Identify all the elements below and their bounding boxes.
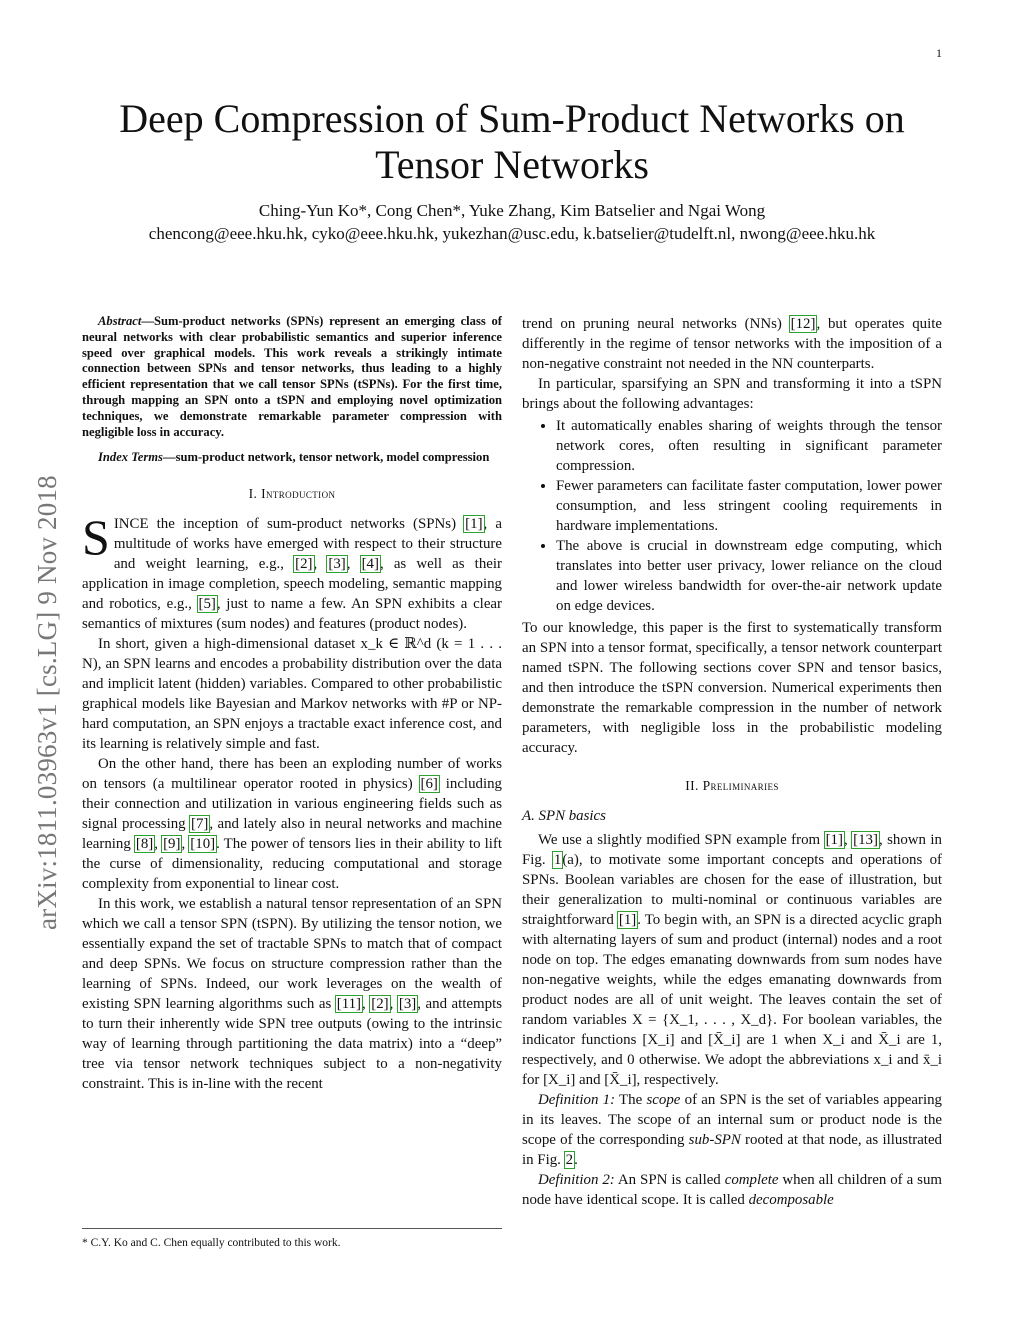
text-run: . [574,1152,578,1168]
text-run: trend on pruning neural networks (NNs) [522,316,790,332]
citation-link[interactable]: [1] [465,516,483,533]
abstract-text: —Sum-product networks (SPNs) represent an emerging class of neural networks with clear probabilistic semantics and superior inference speed over graphical models. This work reveals a strikingly intimate connection between SPNs and tensor networks, thus leading to a highly efficient representation that we call tensor SPNs (tSPNs). For the first time, through mapping an SPN onto a tSPN and employing novel optimization techniques, we demonstrate remarkable parameter compression with negligible loss in accuracy. [82,314,502,439]
figure-link[interactable]: 2 [565,1152,574,1168]
text-run: INCE the inception of sum-product networks (SPNs) [113,516,465,533]
intro-paragraph-1: SINCE the inception of sum-product networks (SPNs) [1], a multitude of works have emerged with respect to their structure and weight learning, e.g., [2], [3], [4], as well as their application in image completion, speech modeling, semantic mapping and robotics, e.g., [5], just to name a few. An SPN exhibits a clear semantics of mixtures (sum nodes) and features (product nodes). [82,509,502,633]
list-item: • It automatically enables sharing of weights through the tensor network cores, often resulting in significant parameter compression. [556,416,942,476]
page-number: 1 [936,46,942,60]
spn-paragraph-1: We use a slightly modified SPN example from [1], [13], shown in Fig. 1(a), to motivate some important concepts and operations of SPNs. Boolean variables are chosen for the ease of illustration, but their generalization to multi-nominal or continuous variables are straightforward [1]. To begin with, an SPN is a directed acyclic graph with alternating layers of sum and product (internal) nodes and a root node on top. The edges emanating downwards from sum nodes have non-negative weights, while the edges emanating downwards from product nodes are all of unit weight. The leaves contain the set of random variables X = {X_1, . . . , X_d}. For boolean variables, the indicator functions [X_i] and [X̄_i] are 1 when X_i and X̄_i are 1, respectively, and 0 otherwise. We adopt the abbreviations x_i and x̄_i for [X_i] and [X̄_i], respectively. [522,832,943,1088]
text-run: . To begin with, an SPN is a directed acyclic graph with alternating layers of sum and product (internal) nodes and a root node on top. The edges emanating downwards from sum nodes have non-negative weights, while the edges emanating downwards from product nodes are all of unit weight. The leaves contain the set of random variables X = {X_1, . . . , X_d}. For boolean variables, the indicator functions [X_i] and [X̄_i] are 1 when X_i and X̄_i are 1, respectively, and 0 otherwise. We adopt the abbreviations x_i and x̄_i for [X_i] and [X̄_i], respectively. [522,912,942,1088]
citation-link[interactable]: [5] [198,596,216,613]
right-paragraph-3: To our knowledge, this paper is the first to systematically transform an SPN into a tensor format, specifically, a tensor network counterpart named tSPN. The following sections cover SPN and tensor basics, and then introduce the tSPN conversion. Numerical experiments then demonstrate the remarkable compression in the number of network parameters, with negligible loss in the probabilistic modeling accuracy. [522,620,942,756]
emphasis: sub-SPN [688,1132,741,1148]
section-heading-preliminaries [522,776,942,796]
right-column [522,314,942,1210]
text-run: including their connection and utilization in various engineering fields such as signal processing [82,776,502,833]
citation-link[interactable]: [6] [420,776,438,793]
citation-link[interactable]: [4] [361,556,379,573]
text-run: On the other hand, there has been an exploding number of works on tensors (a multilinear operator rooted in physics) [82,756,502,793]
index-terms-text: —sum-product network, tensor network, model compression [162,450,490,465]
citation-link[interactable]: [1] [825,832,843,848]
right-paragraph-1 [522,314,942,374]
citation-link[interactable]: [1] [618,912,637,928]
emphasis: scope [646,1092,681,1108]
index-terms [82,450,502,466]
text-run: , as well as their application in image completion, speech modeling, semantic mapping and robotics, e.g., [82,556,502,613]
text-run: when all children of a sum node have identical scope. It is called [522,1172,942,1208]
citation-link[interactable]: [2] [295,556,313,573]
list-item: • The above is crucial in downstream edge computing, which translates into better user privacy, lower reliance on the cloud and lower wireless bandwidth for over-the-air network update on edge devices. [556,536,942,616]
text-run: , a multitude of works have emerged with respect to their structure and weight learning, e.g., [113,516,502,573]
definition-2 [522,1170,942,1210]
citation-link[interactable]: [3] [398,996,417,1013]
section-numeral: I. [248,486,262,502]
citation-link[interactable]: [7] [191,816,209,833]
text-run: . The power of tensors lies in their ability to lift the curse of dimensionality, reducing computational and storage complexity from exponential to linear cost. [82,836,503,893]
section-numeral: II. [685,778,703,793]
citation-link[interactable]: [8] [135,836,154,853]
definition-1 [522,1090,942,1170]
paper-title: Deep Compression of Sum-Product Networks on Tensor Networks [119,96,905,187]
intro-paragraph-4: In this work, we establish a natural tensor representation of an SPN which we call a tensor SPN (tSPN). By utilizing the tensor notion, we essentially expand the set of tractable SPNs to match that of compact and deep SPNs. We focus on structure compression rather than the learning of SPNs. Indeed, our work leverages on the wealth of existing SPN learning algorithms such as [11], [2], [3], and attempts to turn their inherently wide SPN tree outputs (owing to the intrinsic way of learning through partitioning the data matrix) into a “deep” tree via tensor network techniques subject to a non-negativity constraint. This is in-line with the recent [82,896,502,1093]
subsection-heading: A. SPN basics [522,808,606,824]
arxiv-stamp: arXiv:1811.03963v1 [cs.LG] 9 Nov 2018 [32,475,62,930]
text-run: , but operates quite differently in the regime of tensor networks with the imposition of a non-negative constraint not needed in the NN counterparts. [522,316,942,372]
intro-paragraph-3: On the other hand, there has been an exploding number of works on tensors (a multilinear operator rooted in physics) [6] including their connection and utilization in various engineering fields such as signal processing [7], and lately also in neural networks and machine learning [8], [9], [10]. The power of tensors lies in their ability to lift the curse of dimensionality, reducing computational and storage complexity from exponential to linear cost. [82,756,503,893]
text-run: of an SPN is the set of variables appearing in its leaves. The scope of an internal sum or product node is the scope of the corresponding [522,1092,943,1148]
text-run: An SPN is called [614,1172,725,1188]
citation-link[interactable]: [12] [790,316,816,332]
index-terms-label: Index Terms [98,450,163,465]
emphasis: decomposable [748,1192,834,1208]
citation-link[interactable]: [10] [190,836,216,853]
author-names: Ching-Yun Ko*, Cong Chen*, Yuke Zhang, Kim Batselier and Ngai Wong [258,201,766,220]
intro-paragraph-2: In short, given a high-dimensional dataset x_k ∈ ℝ^d (k = 1 . . . N), an SPN learns and encodes a probability distribution over the data and implicit latent (hidden) variables. Compared to other probabilistic graphical models like Bayesian and Markov networks with #P or NP-hard computation, an SPN enjoys a tractable exact inference cost, and its learning is relatively simple and fast. [82,636,502,753]
definition-label: Definition 1: [538,1092,616,1108]
text-run: The [615,1092,647,1108]
citation-link[interactable]: [11] [336,996,362,1013]
author-emails: chencong@eee.hku.hk, cyko@eee.hku.hk, yukezhan@usc.edu, k.batselier@tudelft.nl, nwong@eee.hku.hk [148,224,876,243]
text-run: , shown in Fig. [522,832,943,868]
drop-cap: S [82,509,110,566]
section-title: Preliminaries [702,778,779,793]
text-run: , and lately also in neural networks and machine learning [82,816,502,853]
citation-link[interactable]: [9] [163,836,181,853]
text-run: rooted at that node, as illustrated in Fig. [522,1132,942,1168]
right-paragraph-2: In particular, sparsifying an SPN and transforming it into a tSPN brings about the following advantages: [522,376,942,412]
text-run: In this work, we establish a natural tensor representation of an SPN which we call a tensor SPN (tSPN). By utilizing the tensor notion, we essentially expand the set of tractable SPNs to match that of compact and deep SPNs. We focus on structure compression rather than the learning of SPNs. Indeed, our work leverages on the wealth of existing SPN learning algorithms such as [82,896,502,1013]
abstract-label: Abstract [98,314,142,328]
citation-link[interactable]: [3] [328,556,346,573]
emphasis: complete [724,1172,779,1188]
advantages-list [522,416,942,616]
left-column [82,314,502,1094]
list-item: • Fewer parameters can facilitate faster computation, lower power consumption, and less stringent cooling requirements in hardware implementations. [556,476,942,536]
figure-link[interactable]: 1 [553,852,562,868]
text-run: , just to name a few. An SPN exhibits a clear semantics of mixtures (sum nodes) and features (product nodes). [82,596,502,633]
text-run: (a), to motivate some important concepts and operations of SPNs. Boolean variables are chosen for the ease of illustration, but their generalization to multi-nominal or continuous variables are straightforward [522,852,942,928]
footnote: * C.Y. Ko and C. Chen equally contributed to this work. [82,1228,502,1249]
definition-label: Definition 2: [538,1172,615,1188]
section-title: Introduction [261,486,336,502]
section-heading-introduction [82,484,502,504]
citation-link[interactable]: [2] [371,996,389,1013]
text-run: We use a slightly modified SPN example from [538,832,825,848]
author-block [82,199,942,245]
text-run: , and attempts to turn their inherently wide SPN tree outputs (owing to the intrinsic way of learning through partitioning the data matrix) into a “deep” tree via tensor network techniques subject to a non-negativity constraint. This is in-line with the recent [82,996,502,1093]
abstract [82,314,502,440]
citation-link[interactable]: [13] [853,832,878,848]
